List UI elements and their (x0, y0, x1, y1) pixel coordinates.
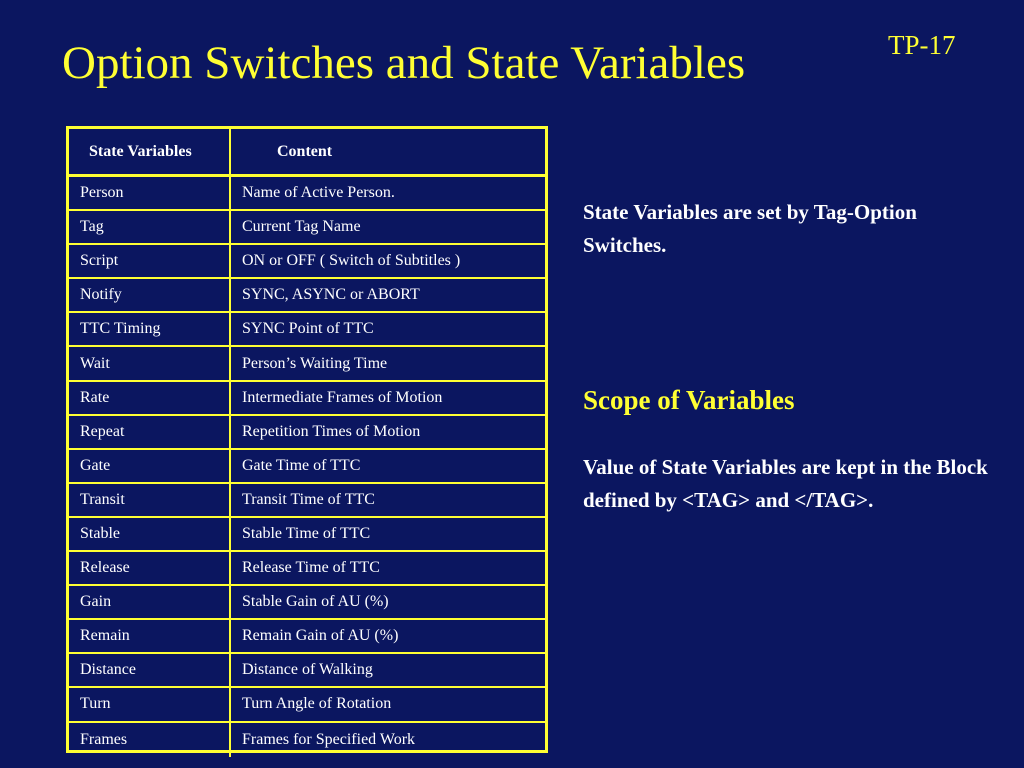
table-row (69, 313, 545, 347)
slide-title: Option Switches and State Variables (62, 37, 746, 89)
variable-content-cell: ON or OFF ( Switch of Subtitles ) (242, 252, 461, 270)
variable-name-cell: Repeat (69, 416, 231, 448)
header-content: Content (277, 142, 333, 160)
variable-content-cell: Frames for Specified Work (242, 730, 416, 748)
variable-content-cell: Repetition Times of Motion (242, 422, 421, 440)
table-row (69, 382, 545, 416)
table-row (69, 484, 545, 518)
variable-name-cell: Frames (69, 723, 231, 757)
variable-name-cell: Release (69, 552, 231, 584)
variable-name-cell: Rate (69, 382, 231, 414)
table-row (69, 518, 545, 552)
table-row (69, 279, 545, 313)
variable-content-cell: Stable Time of TTC (242, 524, 371, 542)
variable-content-cell: Gate Time of TTC (242, 456, 361, 474)
variable-name-cell: Gain (69, 586, 231, 618)
table-row (69, 245, 545, 279)
variable-name-cell: Person (69, 177, 231, 209)
variable-name-cell: Distance (69, 654, 231, 686)
table-row (69, 586, 545, 620)
variable-content-cell: SYNC Point of TTC (242, 320, 374, 338)
variable-name-cell: Stable (69, 518, 231, 550)
table-row (69, 552, 545, 586)
slide-number: TP-17 (888, 30, 956, 60)
variable-content-cell: SYNC, ASYNC or ABORT (242, 286, 420, 304)
table-row (69, 654, 545, 688)
variable-name-cell: Turn (69, 688, 231, 720)
table-row (69, 416, 545, 450)
table-row (69, 450, 545, 484)
variable-name-cell: Gate (69, 450, 231, 482)
variable-content-cell: Transit Time of TTC (242, 490, 375, 508)
scope-heading: Scope of Variables (583, 385, 795, 415)
variable-content-cell: Release Time of TTC (242, 559, 380, 577)
variable-name-cell: Transit (69, 484, 231, 516)
variable-content-cell: Name of Active Person. (242, 184, 395, 202)
table-row (69, 211, 545, 245)
variable-content-cell: Distance of Walking (242, 661, 373, 679)
state-variables-table (66, 126, 548, 753)
variable-name-cell: Notify (69, 279, 231, 311)
variable-content-cell: Current Tag Name (242, 218, 361, 236)
header-state-variables: State Variables (69, 129, 231, 174)
variable-content-cell: Intermediate Frames of Motion (242, 388, 443, 406)
variable-content-cell: Stable Gain of AU (%) (242, 593, 389, 611)
state-variables-note: State Variables are set by Tag-Option Switches. (583, 200, 917, 257)
variable-name-cell: TTC Timing (69, 313, 231, 345)
table-row (69, 688, 545, 722)
scope-description: Value of State Variables are kept in the Block defined by <TAG> and </TAG>. (583, 455, 988, 512)
table-row (69, 177, 545, 211)
variable-content-cell: Turn Angle of Rotation (242, 695, 392, 713)
table-header-row (69, 129, 545, 177)
table-row (69, 723, 545, 757)
variable-name-cell: Tag (69, 211, 231, 243)
variable-name-cell: Wait (69, 347, 231, 379)
variable-name-cell: Script (69, 245, 231, 277)
table-row (69, 620, 545, 654)
table-row (69, 347, 545, 381)
variable-content-cell: Remain Gain of AU (%) (242, 627, 399, 645)
variable-content-cell: Person’s Waiting Time (242, 354, 388, 372)
variable-name-cell: Remain (69, 620, 231, 652)
